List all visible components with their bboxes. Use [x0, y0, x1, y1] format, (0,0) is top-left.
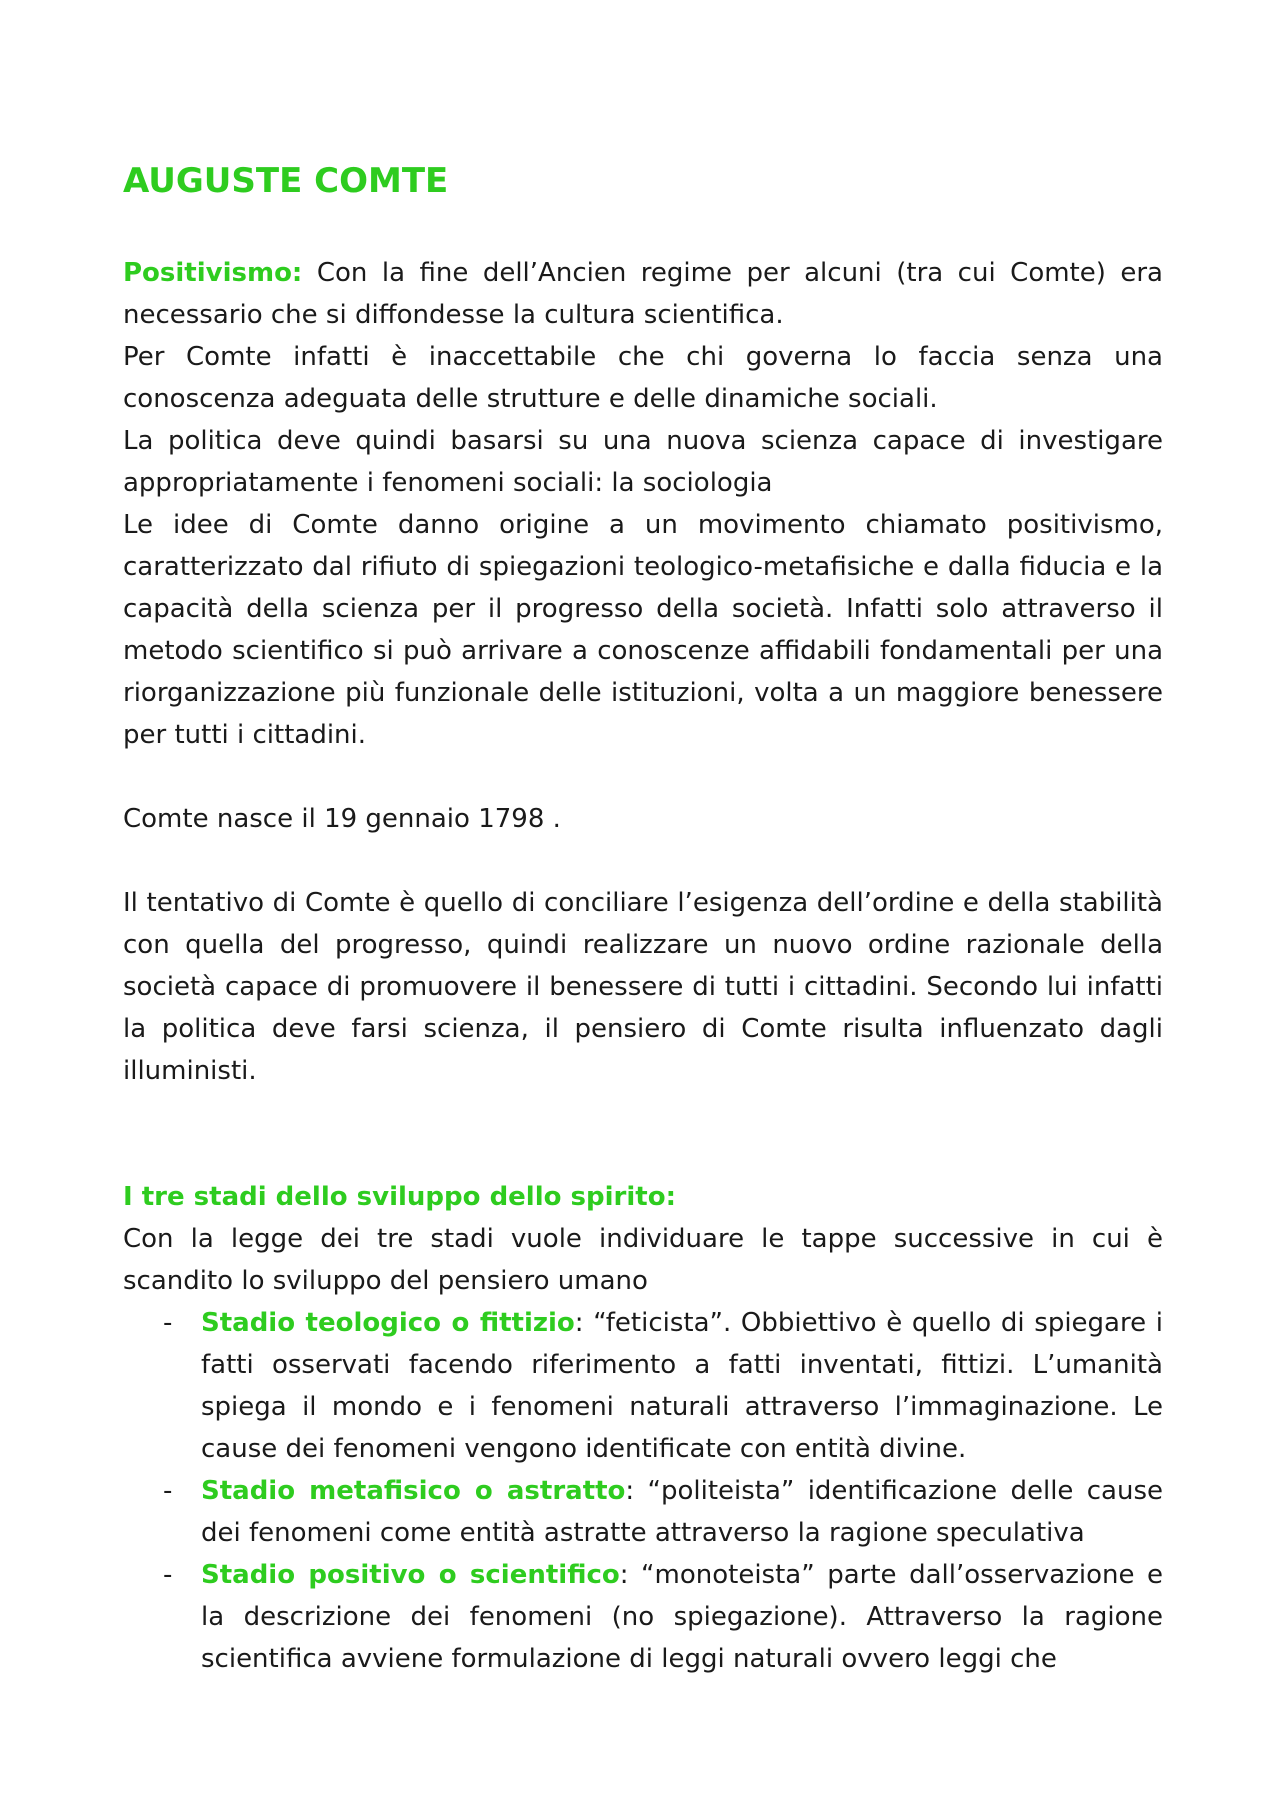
- positivismo-text-4: Le idee di Comte danno origine a un movimento chiamato positivismo, caratterizzato dal rifiuto di spiegazioni teologico-metafisiche e dalla fiducia e la capacità della scienza per il progresso della società. Infatti solo attraverso il metodo scientifico si può arrivare a conoscenze affidabili fondamentali per una riorganizzazione più funzionale delle istituzioni, volta a un maggiore benessere per tutti i cittadini.: [123, 510, 1163, 750]
- stage-label: Stadio teologico o fittizio: [201, 1308, 575, 1338]
- stage-text: : “monoteista” parte dall’osservazione e la descrizione dei fenomeni (no spiegazione). Attraverso la ragione scientifica avviene formulazione di leggi naturali ovvero leggi che: [201, 1560, 1163, 1674]
- positivismo-text-2: Per Comte infatti è inaccettabile che chi governa lo faccia senza una conoscenza adeguata delle strutture e delle dinamiche sociali.: [123, 342, 1163, 414]
- positivismo-label: Positivismo:: [123, 258, 303, 288]
- positivismo-text-1: Con la fine dell’Ancien regime per alcuni (tra cui Comte) era necessario che si diffondesse la cultura scientifica.: [123, 258, 1163, 330]
- positivismo-paragraph: [123, 252, 1163, 336]
- list-dash: -: [163, 1476, 173, 1506]
- list-dash: -: [163, 1308, 173, 1338]
- document-page: [123, 158, 1163, 1680]
- list-item: [123, 1470, 1163, 1554]
- positivismo-text-3: La politica deve quindi basarsi su una nuova scienza capace di investigare appropriatamente i fenomeni sociali: la sociologia: [123, 426, 1163, 498]
- stage-text: : “politeista” identificazione delle cause dei fenomeni come entità astratte attraverso la ragione speculativa: [201, 1476, 1163, 1548]
- list-item: [123, 1554, 1163, 1680]
- spacer: [123, 756, 1163, 798]
- page-title: AUGUSTE COMTE: [123, 161, 449, 201]
- stage-label: Stadio metafisico o astratto: [201, 1476, 626, 1506]
- stage-text: : “feticista”. Obbiettivo è quello di spiegare i fatti osservati facendo riferimento a fatti inventati, fittizi. L’umanità spiega il mondo e i fenomeni naturali attraverso l’immaginazione. Le cause dei fenomeni vengono identificate con entità divine.: [201, 1308, 1163, 1464]
- birth-paragraph: Comte nasce il 19 gennaio 1798 .: [123, 804, 561, 834]
- spacer: [123, 1092, 1163, 1176]
- list-dash: -: [163, 1560, 173, 1590]
- stage-label: Stadio positivo o scientifico: [201, 1560, 620, 1590]
- stadi-intro: Con la legge dei tre stadi vuole individuare le tappe successive in cui è scandito lo sviluppo del pensiero umano: [123, 1224, 1163, 1296]
- spacer: [123, 840, 1163, 882]
- list-item: [123, 1302, 1163, 1470]
- stadi-heading: I tre stadi dello sviluppo dello spirito:: [123, 1182, 676, 1212]
- stadi-list: [123, 1302, 1163, 1680]
- tentativo-paragraph: Il tentativo di Comte è quello di conciliare l’esigenza dell’ordine e della stabilità con quella del progresso, quindi realizzare un nuovo ordine razionale della società capace di promuovere il benessere di tutti i cittadini. Secondo lui infatti la politica deve farsi scienza, il pensiero di Comte risulta influenzato dagli illuministi.: [123, 888, 1163, 1086]
